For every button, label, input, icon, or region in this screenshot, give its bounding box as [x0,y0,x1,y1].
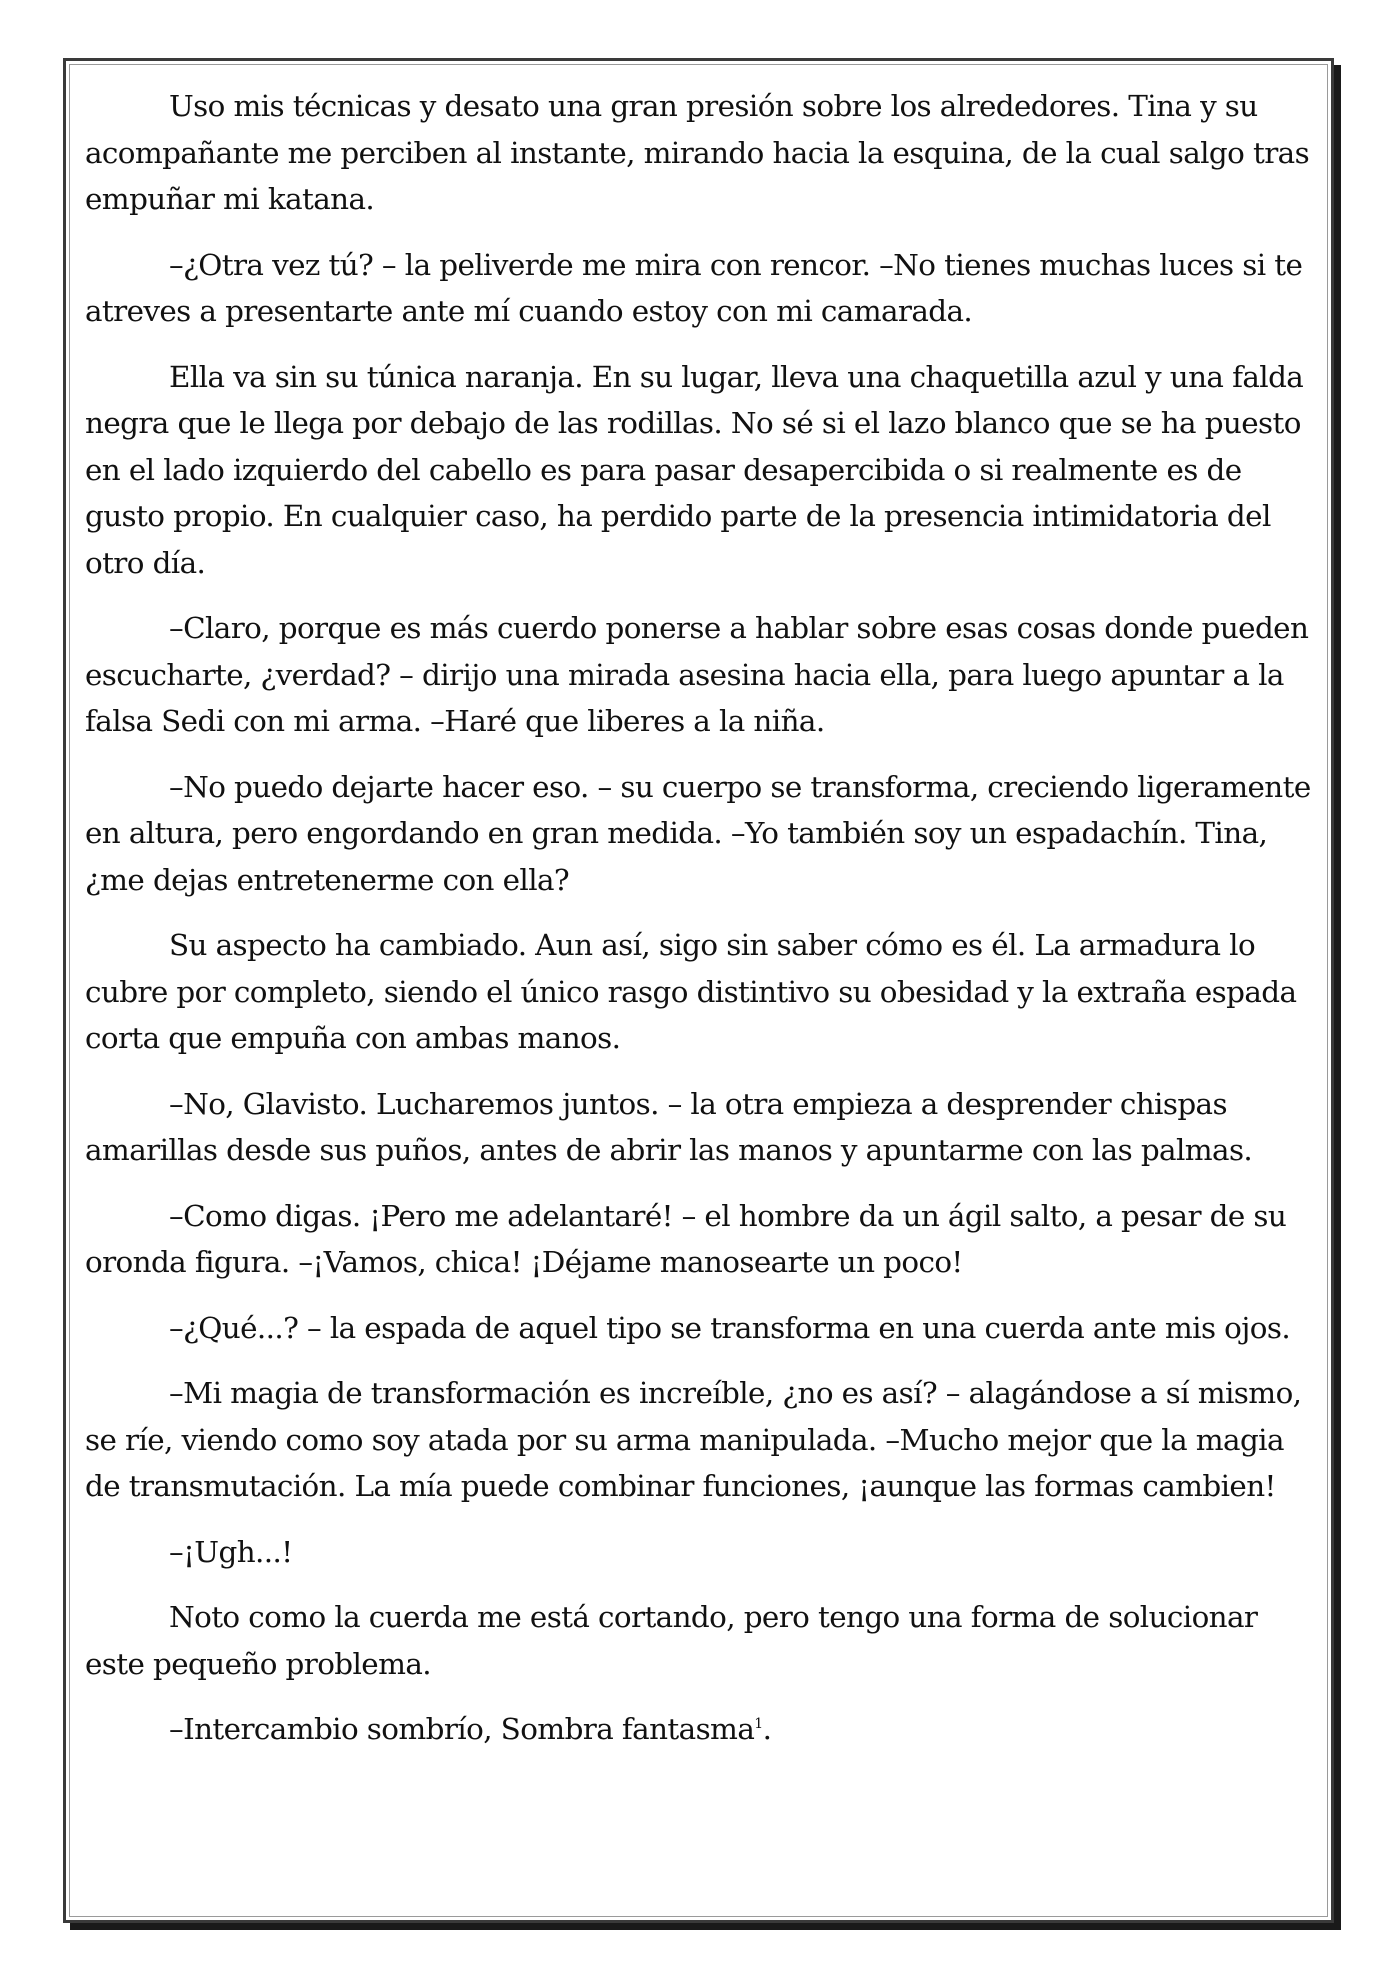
paragraph-10: –Mi magia de transformación es increíble, ¿no es así? – alagándose a sí mismo, se ríe, viendo como soy atada por su arma manipulada. –Mucho mejor que la magia de transmutación. La mía puede combinar funciones, ¡aunque las formas cambien! [85,1376,1302,1503]
paragraph-1: Uso mis técnicas y desato una gran presión sobre los alrededores. Tina y su acompañante me perciben al instante, mirando hacia la esquina, de la cual salgo tras empuñar mi katana. [85,89,1310,216]
paragraph-4: –Claro, porque es más cuerdo ponerse a hablar sobre esas cosas donde pueden escucharte, ¿verdad? – dirijo una mirada asesina hacia ella, para luego apuntar a la falsa Sedi con mi arma. –Haré que liberes a la niña. [85,611,1309,738]
paragraph-13 [85,1706,1317,1753]
paragraph-5: –No puedo dejarte hacer eso. – su cuerpo se transforma, creciendo ligeramente en altura, pero engordando en gran medida. –Yo también soy un espadachín. Tina, ¿me dejas entretenerme con ella? [85,769,1311,897]
paragraph-6: Su aspecto ha cambiado. Aun así, sigo sin saber cómo es él. La armadura lo cubre por completo, siendo el único rasgo distintivo su obesidad y la extraña espada corta que empuña con ambas manos. [85,928,1297,1055]
paragraph-3: Ella va sin su túnica naranja. En su lugar, lleva una chaquetilla azul y una falda negra que le llega por debajo de las rodillas. No sé si el lazo blanco que se ha puesto en el lado izquierdo del cabello es para pasar desapercibida o si realmente es de gusto propio. En cualquier caso, ha perdido parte de la presencia intimidatoria del otro día. [85,359,1304,580]
paragraph-2: –¿Otra vez tú? – la peliverde me mira con rencor. –No tienes muchas luces si te atreves a presentarte ante mí cuando estoy con mi camarada. [85,247,1303,328]
paragraph-13-trailing: . [762,1712,772,1746]
page-frame [63,58,1334,1923]
paragraph-12: Noto como la cuerda me está cortando, pero tengo una forma de solucionar este pequeño problema. [85,1600,1258,1681]
paragraph-8: –Como digas. ¡Pero me adelantaré! – el hombre da un ágil salto, a pesar de su oronda figura. –¡Vamos, chica! ¡Déjame manosearte un poco! [85,1198,1287,1279]
footnote-marker: 1 [754,1716,763,1733]
paragraph-9: –¿Qué...? – la espada de aquel tipo se transforma en una cuerda ante mis ojos. [169,1310,1291,1345]
paragraph-7: –No, Glavisto. Lucharemos juntos. – la otra empieza a desprender chispas amarillas desde sus puños, antes de abrir las manos y apuntarme con las palmas. [85,1086,1253,1167]
text-body [85,83,1317,1772]
paragraph-11: –¡Ugh...! [169,1534,293,1569]
paragraph-13-text: –Intercambio sombrío, Sombra fantasma [169,1712,755,1746]
